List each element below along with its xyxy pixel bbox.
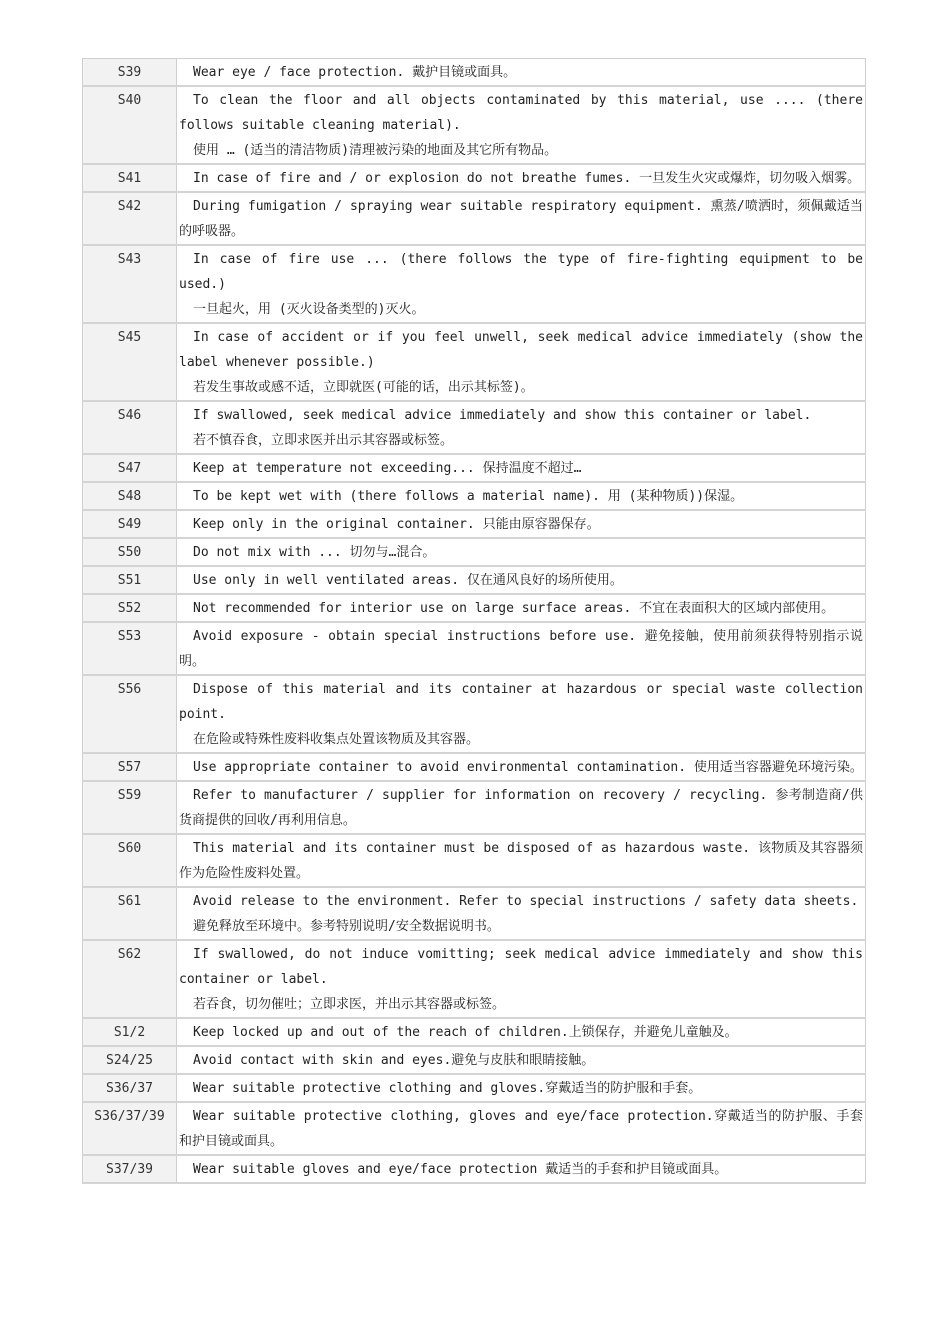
phrase-code: S53 xyxy=(83,622,177,675)
phrase-description xyxy=(177,887,866,940)
description-line: If swallowed, seek medical advice immediately and show this container or label. xyxy=(193,408,812,423)
phrase-description xyxy=(177,1074,866,1102)
phrase-code: S50 xyxy=(83,538,177,566)
description-line: This material and its container must be disposed of as hazardous waste. 该物质及其容器须作为危险性废料处置。 xyxy=(179,841,863,881)
description-line: In case of accident or if you feel unwell, seek medical advice immediately (show the label whenever possible.) xyxy=(179,330,863,370)
phrase-code: S52 xyxy=(83,594,177,622)
phrase-description xyxy=(177,164,866,192)
phrase-code: S56 xyxy=(83,675,177,753)
table-row xyxy=(83,454,866,482)
phrase-description xyxy=(177,594,866,622)
phrase-description xyxy=(177,482,866,510)
phrase-description xyxy=(177,622,866,675)
table-row xyxy=(83,1155,866,1183)
table-row xyxy=(83,834,866,887)
phrase-description xyxy=(177,323,866,401)
description-line: Avoid release to the environment. Refer to special instructions / safety data sheets. xyxy=(193,894,859,909)
table-row xyxy=(83,323,866,401)
description-line: Keep at temperature not exceeding... 保持温度不超过… xyxy=(193,461,582,476)
phrase-code: S49 xyxy=(83,510,177,538)
description-line: Wear suitable protective clothing and gloves.穿戴适当的防护服和手套。 xyxy=(193,1081,702,1096)
description-line: 一旦起火，用 (灭火设备类型的)灭火。 xyxy=(193,302,425,317)
phrase-description xyxy=(177,834,866,887)
phrase-description xyxy=(177,454,866,482)
table-row xyxy=(83,594,866,622)
phrase-code: S45 xyxy=(83,323,177,401)
phrase-code: S51 xyxy=(83,566,177,594)
description-line: Refer to manufacturer / supplier for information on recovery / recycling. 参考制造商/供货商提供的回收/再利用信息。 xyxy=(179,788,863,828)
phrase-code: S47 xyxy=(83,454,177,482)
phrase-description xyxy=(177,192,866,245)
phrase-code: S48 xyxy=(83,482,177,510)
description-line: Keep locked up and out of the reach of children.上锁保存，并避免儿童触及。 xyxy=(193,1025,738,1040)
table-row xyxy=(83,1102,866,1155)
phrase-description xyxy=(177,245,866,323)
table-row xyxy=(83,781,866,834)
description-line: 若发生事故或感不适，立即就医(可能的话，出示其标签)。 xyxy=(193,380,534,395)
table-row xyxy=(83,887,866,940)
description-line: During fumigation / spraying wear suitable respiratory equipment. 熏蒸/喷洒时，须佩戴适当的呼吸器。 xyxy=(179,199,863,239)
description-line: Do not mix with ... 切勿与…混合。 xyxy=(193,545,436,560)
phrase-code: S57 xyxy=(83,753,177,781)
phrase-code: S36/37 xyxy=(83,1074,177,1102)
table-row xyxy=(83,164,866,192)
phrase-description xyxy=(177,1018,866,1046)
phrase-code: S43 xyxy=(83,245,177,323)
phrase-code: S61 xyxy=(83,887,177,940)
phrase-description xyxy=(177,401,866,454)
table-row xyxy=(83,1018,866,1046)
phrase-code: S59 xyxy=(83,781,177,834)
phrase-code: S41 xyxy=(83,164,177,192)
description-line: 若不慎吞食，立即求医并出示其容器或标签。 xyxy=(193,433,454,448)
table-row xyxy=(83,940,866,1018)
description-line: If swallowed, do not induce vomitting; seek medical advice immediately and show this container or label. xyxy=(179,947,863,987)
phrase-code: S37/39 xyxy=(83,1155,177,1183)
phrase-code: S42 xyxy=(83,192,177,245)
phrase-code: S60 xyxy=(83,834,177,887)
phrase-description xyxy=(177,86,866,164)
description-line: Avoid contact with skin and eyes.避免与皮肤和眼睛接触。 xyxy=(193,1053,595,1068)
description-line: In case of fire and / or explosion do not breathe fumes. 一旦发生火灾或爆炸，切勿吸入烟雾。 xyxy=(193,171,861,186)
phrase-description xyxy=(177,940,866,1018)
description-line: In case of fire use ... (there follows the type of fire-fighting equipment to be used.) xyxy=(179,252,863,292)
table-body xyxy=(83,59,866,1184)
description-line: Dispose of this material and its container at hazardous or special waste collection point. xyxy=(179,682,863,722)
safety-phrases-table xyxy=(82,58,866,1184)
description-line: To be kept wet with (there follows a material name). 用 (某种物质))保湿。 xyxy=(193,489,744,504)
phrase-description xyxy=(177,781,866,834)
description-line: To clean the floor and all objects contaminated by this material, use .... (there follows suitable cleaning material). xyxy=(179,93,863,133)
phrase-code: S46 xyxy=(83,401,177,454)
phrase-code: S39 xyxy=(83,59,177,87)
description-line: 避免释放至环境中。参考特别说明/安全数据说明书。 xyxy=(193,919,500,934)
table-row xyxy=(83,566,866,594)
table-row xyxy=(83,1046,866,1074)
phrase-description xyxy=(177,1102,866,1155)
table-row xyxy=(83,675,866,753)
phrase-description xyxy=(177,566,866,594)
description-line: Wear suitable gloves and eye/face protection 戴适当的手套和护目镜或面具。 xyxy=(193,1162,728,1177)
table-row xyxy=(83,245,866,323)
phrase-description xyxy=(177,753,866,781)
phrase-code: S40 xyxy=(83,86,177,164)
phrase-description xyxy=(177,59,866,87)
description-line: 若吞食，切勿催吐；立即求医，并出示其容器或标签。 xyxy=(193,997,506,1012)
phrase-description xyxy=(177,1155,866,1183)
table-row xyxy=(83,192,866,245)
table-row xyxy=(83,538,866,566)
description-line: Wear eye / face protection. 戴护目镜或面具。 xyxy=(193,65,517,80)
table-row xyxy=(83,753,866,781)
table-row xyxy=(83,86,866,164)
phrase-description xyxy=(177,538,866,566)
table-row xyxy=(83,622,866,675)
description-line: Not recommended for interior use on large surface areas. 不宜在表面积大的区域内部使用。 xyxy=(193,601,835,616)
phrase-code: S24/25 xyxy=(83,1046,177,1074)
description-line: 使用 … (适当的清洁物质)清理被污染的地面及其它所有物品。 xyxy=(193,143,558,158)
table-row xyxy=(83,482,866,510)
table-row xyxy=(83,401,866,454)
phrase-description xyxy=(177,510,866,538)
table-row xyxy=(83,1074,866,1102)
phrase-description xyxy=(177,1046,866,1074)
description-line: Wear suitable protective clothing, gloves and eye/face protection.穿戴适当的防护服、手套和护目镜或面具。 xyxy=(179,1109,863,1149)
table-row xyxy=(83,59,866,87)
table-row xyxy=(83,510,866,538)
description-line: Keep only in the original container. 只能由原容器保存。 xyxy=(193,517,600,532)
description-line: Use appropriate container to avoid environmental contamination. 使用适当容器避免环境污染。 xyxy=(193,760,863,775)
description-line: Avoid exposure - obtain special instructions before use. 避免接触，使用前须获得特别指示说明。 xyxy=(179,629,863,669)
phrase-description xyxy=(177,675,866,753)
phrase-code: S36/37/39 xyxy=(83,1102,177,1155)
description-line: 在危险或特殊性废料收集点处置该物质及其容器。 xyxy=(193,732,480,747)
phrase-code: S1/2 xyxy=(83,1018,177,1046)
phrase-code: S62 xyxy=(83,940,177,1018)
description-line: Use only in well ventilated areas. 仅在通风良好的场所使用。 xyxy=(193,573,623,588)
